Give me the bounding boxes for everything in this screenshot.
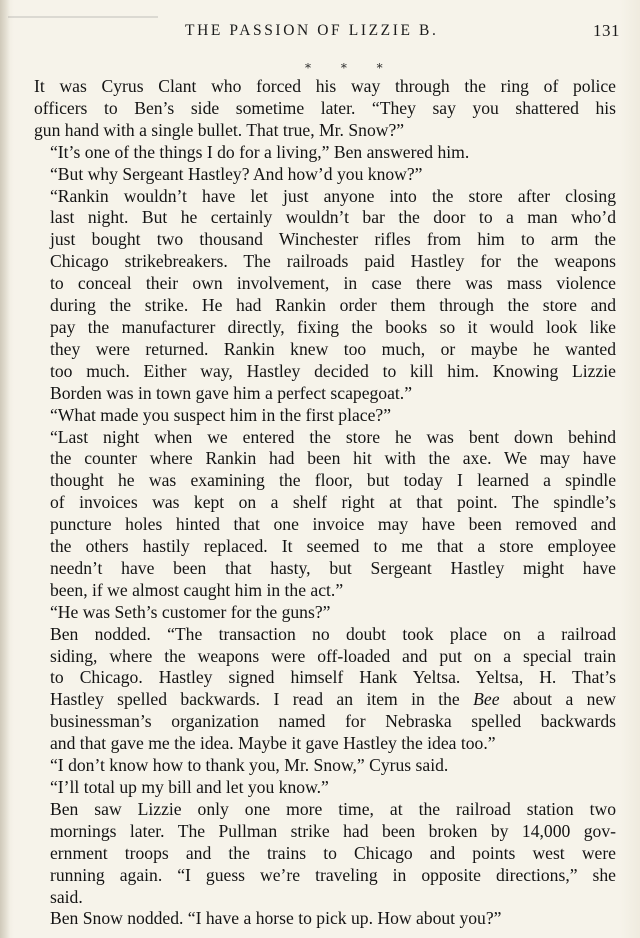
text-line: thought he was examining the floor, but today I learned a spindle bbox=[50, 470, 616, 491]
text-line: “Rankin wouldn’t have let just anyone into the store after closing bbox=[50, 185, 616, 206]
text-line: Hastley spelled backwards. I read an item in the Bee about a new bbox=[50, 689, 616, 710]
paragraph bbox=[34, 405, 616, 427]
paragraph bbox=[34, 799, 616, 909]
text-line: “It’s one of the things I do for a living,” Ben answered him. bbox=[50, 141, 470, 162]
text-line: “I don’t know how to thank you, Mr. Snow,” Cyrus said. bbox=[50, 755, 449, 776]
text-line: just bought two thousand Winchester rifles from him to arm the bbox=[50, 229, 616, 250]
text-line: they were returned. Rankin knew too much, or maybe he wanted bbox=[50, 338, 616, 359]
text-line: It was Cyrus Clant who forced his way through the ring of police bbox=[34, 76, 616, 96]
text-line: and that gave me the idea. Maybe it gave Hastley the idea too.” bbox=[50, 733, 496, 754]
text-line: last night. But he certainly wouldn’t bar the door to a man who’d bbox=[50, 207, 616, 228]
text-line: “He was Seth’s customer for the guns?” bbox=[50, 601, 331, 622]
page-number: 131 bbox=[593, 21, 620, 40]
text-line: Ben Snow nodded. “I have a horse to pick up. How about you?” bbox=[50, 908, 502, 929]
text-line: the others hastily replaced. It seemed to me that a store employee bbox=[50, 536, 616, 557]
text-line: Chicago strikebreakers. The railroads paid Hastley for the weapons bbox=[50, 251, 616, 272]
section-break: * * * bbox=[305, 61, 396, 75]
text-line: officers to Ben’s side sometime later. “They say you shattered his bbox=[34, 97, 616, 118]
bleed-through-mark bbox=[8, 16, 158, 18]
paragraph bbox=[34, 908, 616, 930]
text-line: “What made you suspect him in the first place?” bbox=[50, 404, 391, 425]
page-header bbox=[0, 22, 640, 48]
paragraph bbox=[34, 777, 616, 799]
text-line: businessman’s organization named for Nebraska spelled backwards bbox=[50, 711, 616, 732]
text-line: “Last night when we entered the store he was bent down behind bbox=[50, 426, 616, 447]
text-line: too much. Either way, Hastley decided to kill him. Knowing Lizzie bbox=[50, 360, 616, 381]
text-line: mornings later. The Pullman strike had been broken by 14,000 gov- bbox=[50, 820, 616, 841]
text-line: to conceal their own involvement, in case there was mass violence bbox=[50, 273, 616, 294]
text-line: ernment troops and the trains to Chicago and points west were bbox=[50, 842, 616, 863]
text-line: to Chicago. Hastley signed himself Hank Yeltsa. Yeltsa, H. That’s bbox=[50, 667, 616, 688]
text-line: pay the manufacturer directly, fixing the books so it would look like bbox=[50, 316, 616, 337]
text-line: during the strike. He had Rankin order them through the store and bbox=[50, 295, 616, 316]
paragraph bbox=[34, 427, 616, 602]
text-line: said. bbox=[50, 886, 83, 907]
text-line: Borden was in town gave him a perfect scapegoat.” bbox=[50, 382, 413, 403]
paragraph bbox=[34, 755, 616, 777]
text-line: needn’t have been that hasty, but Sergeant Hastley might have bbox=[50, 557, 616, 578]
text-line: gun hand with a single bullet. That true, Mr. Snow?” bbox=[34, 119, 405, 140]
text-line: Ben saw Lizzie only one more time, at the railroad station two bbox=[50, 798, 616, 819]
text-line: running again. “I guess we’re traveling in opposite directions,” she bbox=[50, 864, 616, 885]
text-line: the counter where Rankin had been hit with the axe. We may have bbox=[50, 448, 616, 469]
newspaper-name: Bee bbox=[473, 689, 500, 710]
text-line: Ben nodded. “The transaction no doubt took place on a railroad bbox=[50, 623, 616, 644]
paragraph bbox=[34, 142, 616, 164]
text-line: siding, where the weapons were off-loaded and put on a special train bbox=[50, 645, 616, 666]
gutter-shadow bbox=[0, 0, 10, 938]
paragraph bbox=[34, 76, 616, 142]
paragraph bbox=[34, 164, 616, 186]
body-text bbox=[34, 76, 616, 930]
text-line: “But why Sergeant Hastley? And how’d you know?” bbox=[50, 163, 423, 184]
text-line: puncture holes hinted that one invoice may have been removed and bbox=[50, 514, 616, 535]
paragraph bbox=[34, 602, 616, 624]
text-line: “I’ll total up my bill and let you know.” bbox=[50, 777, 329, 797]
text-line: of invoices was kept on a shelf right at that point. The spindle’s bbox=[50, 492, 616, 513]
running-head: THE PASSION OF LIZZIE B. bbox=[185, 22, 439, 39]
text-line: been, if we almost caught him in the act.” bbox=[50, 579, 344, 600]
paragraph bbox=[34, 186, 616, 405]
paragraph bbox=[34, 624, 616, 755]
